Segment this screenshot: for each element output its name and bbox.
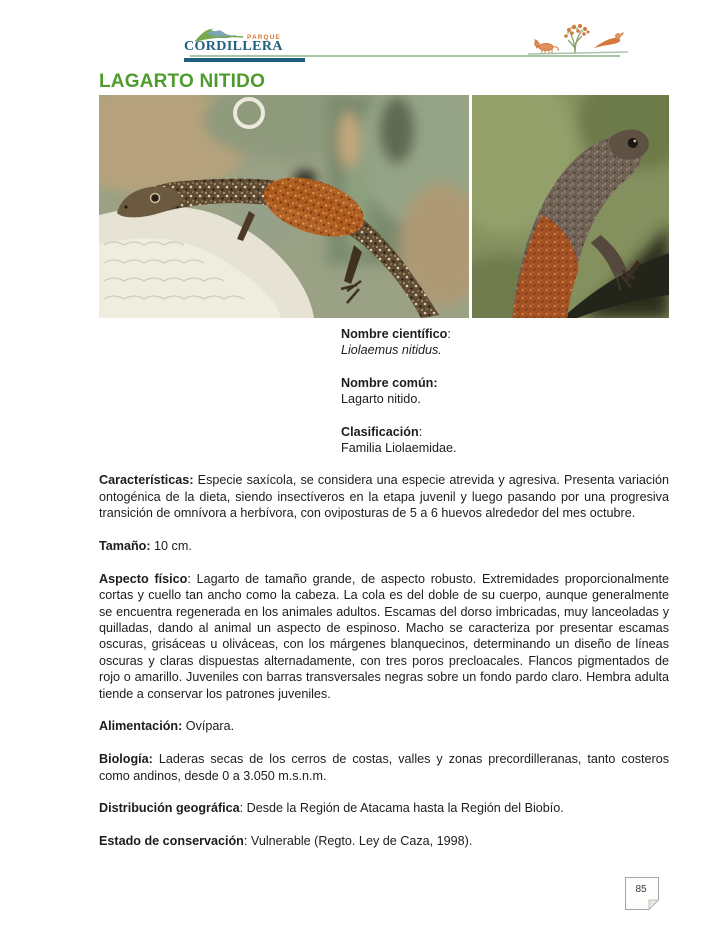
classification-pair: Clasificación: Familia Liolaemidae.	[341, 424, 669, 457]
section-estado-conservacion: Estado de conservación: Vulnerable (Regto. Ley de Caza, 1998).	[99, 834, 473, 849]
bird-icon	[594, 32, 624, 48]
lizard-photo-front-view	[472, 95, 669, 318]
section-biologia: Biología: Laderas secas de los cerros de costas, valles y zonas precordilleranas, tanto costeros como andinos, desde 0 a 3.050 m.s.n.m.	[99, 752, 669, 783]
common-name-value: Lagarto nitido.	[341, 392, 421, 407]
document-body	[99, 326, 669, 866]
section-caracteristicas: Características: Especie saxícola, se considera una especie atrevida y agresiva. Presenta variación ontogénica de la dieta, siendo insectíveros en la etapa juvenil y luego pasando por una progresiva transición de omnívora a herbívora, con oviposturas de 5 a 6 huevos alrededor del mes octubre.	[99, 473, 670, 521]
header-wildlife-illustration	[528, 22, 628, 58]
photo-row	[99, 95, 669, 318]
logo-underline-bar	[184, 58, 305, 62]
page-number: 85	[635, 883, 647, 895]
scientific-name-pair: Nombre científico: Liolaemus nitidus.	[341, 326, 669, 359]
classification-value: Familia Liolaemidae.	[341, 441, 457, 456]
page-number-note	[624, 876, 664, 913]
classification-label: Clasificación	[341, 424, 419, 439]
parque-cordillera-logo	[183, 25, 313, 65]
scientific-name-value: Liolaemus nitidus.	[341, 343, 442, 358]
page-title: LAGARTO NITIDO	[99, 71, 266, 92]
common-name-label: Nombre común:	[341, 375, 438, 390]
lizard-photo-side-view	[99, 95, 469, 318]
scientific-name-label: Nombre científico	[341, 327, 448, 341]
species-info-block	[341, 326, 669, 456]
section-distribucion-geografica: Distribución geográfica: Desde la Región de Atacama hasta la Región del Biobío.	[99, 801, 564, 816]
logo-name-text: CORDILLERA	[184, 39, 283, 54]
common-name-pair	[341, 375, 669, 408]
section-tamano: Tamaño: 10 cm.	[99, 539, 192, 554]
fox-icon	[535, 40, 558, 54]
logo-park-text: PARQUE	[247, 34, 281, 41]
section-aspecto-fisico: Aspecto físico: Lagarto de tamaño grande, de aspecto robusto. Extremidades proporcionalmente cortas y cuello tan ancho como la cabeza. La cola es del doble de su cuerpo, aunque generalmente se encuentra regenerada en los animales adultos. Escamas del dorso imbricadas, muy lanceoladas y quilladas, dando al animal un aspecto de espinoso. Macho se caracteriza por presentar escamas oscuras, grisáceas u oliváceas, con los márgenes blanquecinos, determinando un diseño de líneas oscuras y claras dispuestas alternadamente, con tres poros precloacales. Flancos pigmentados de rojo o amarillo. Juveniles con barras transversales negras sobre un fondo pardo claro. Hembra adulta tiende a conservar los patrones juveniles.	[99, 571, 670, 701]
section-alimentacion: Alimentación: Ovípara.	[99, 719, 235, 734]
tree-icon	[564, 24, 589, 54]
